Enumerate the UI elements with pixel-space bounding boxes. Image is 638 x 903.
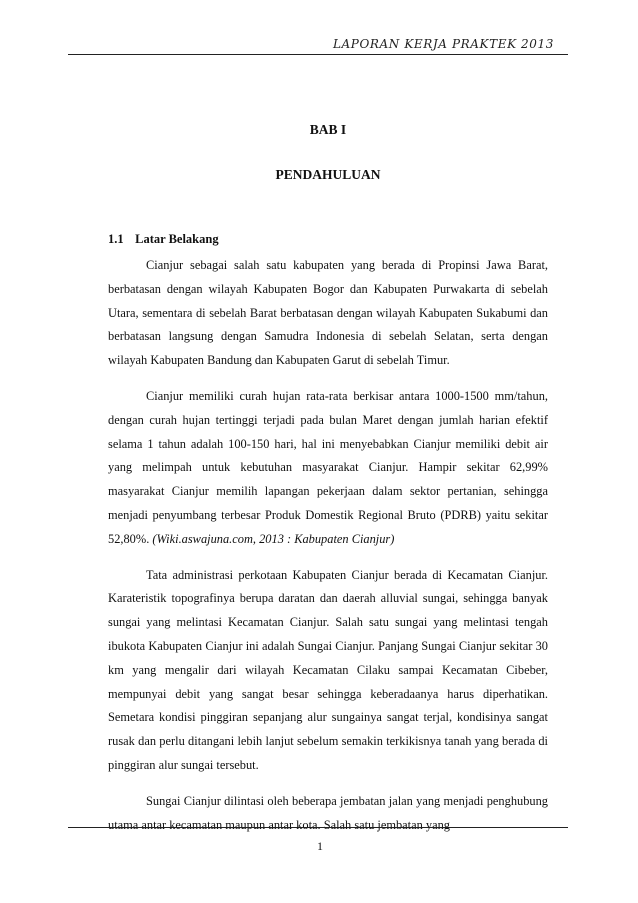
chapter-label: BAB I	[309, 122, 347, 137]
body-text	[108, 254, 548, 849]
paragraph-3: Tata administrasi perkotaan Kabupaten Cianjur berada di Kecamatan Cianjur. Karateristik topografinya berupa daratan dan daerah alluvial sungai, sehingga banyak sungai yang melintasi Kecamatan Cianjur. Salah satu sungai yang melintasi tengah ibukota Kabupaten Cianjur ini adalah Sungai Cianjur. Panjang Sungai Cianjur sekitar 30 km yang mengalir dari wilayah Kecamatan Cilaku sampai Kecamatan Cibeber, mempunyai debit yang sangat besar sehingga keberadaanya harus diperhatikan. Semetara kondisi pinggiran sepanjang alur sungainya sangat terjal, kondisinya sangat rusak dan perlu ditangani lebih lanjut sebelum semakin terkikisnya tanah yang berada di pinggiran alur sungai tersebut.	[108, 567, 548, 772]
section-number: 1.1	[108, 232, 124, 246]
section-heading	[108, 232, 219, 247]
page-number: 1	[317, 839, 323, 853]
section-title: Latar Belakang	[135, 232, 219, 246]
running-header: LAPORAN KERJA PRAKTEK 2013	[332, 37, 554, 51]
paragraph-2-text: Cianjur memiliki curah hujan rata-rata berkisar antara 1000-1500 mm/tahun, dengan curah hujan tertinggi terjadi pada bulan Maret dengan jumlah harian efektif selama 1 tahun adalah 100-150 hari, hal ini menyebabkan Cianjur memiliki debit air yang melimpah untuk kebutuhan masyarakat Cianjur. Hampir sekitar 62,99% masyarakat Cianjur memilih lapangan pekerjaan dalam sektor pertanian, sehingga menjadi penyumbang terbesar Produk Domestik Regional Bruto (PDRB) yaitu sekitar 52,80%.	[108, 388, 548, 546]
paragraph-1: Cianjur sebagai salah satu kabupaten yang berada di Propinsi Jawa Barat, berbatasan dengan wilayah Kabupaten Bogor dan Kabupaten Purwakarta di sebelah Utara, sementara di sebelah Barat berbatasan dengan wilayah Kabupaten Sukabumi dan berbatasan langsung dengan Samudra Indonesia di sebelah Selatan, serta dengan wilayah Kabupaten Bandung dan Kabupaten Garut di sebelah Timur.	[108, 258, 548, 368]
citation: (Wiki.aswajuna.com, 2013 : Kabupaten Cianjur)	[152, 531, 395, 546]
header-divider	[68, 54, 568, 55]
chapter-title: PENDAHULUAN	[275, 167, 381, 182]
paragraph-2	[108, 385, 548, 552]
footer-divider	[68, 827, 568, 828]
paragraph-4: Sungai Cianjur dilintasi oleh beberapa jembatan jalan yang menjadi penghubung utama antar kecamatan maupun antar kota. Salah satu jembatan yang	[108, 793, 548, 832]
